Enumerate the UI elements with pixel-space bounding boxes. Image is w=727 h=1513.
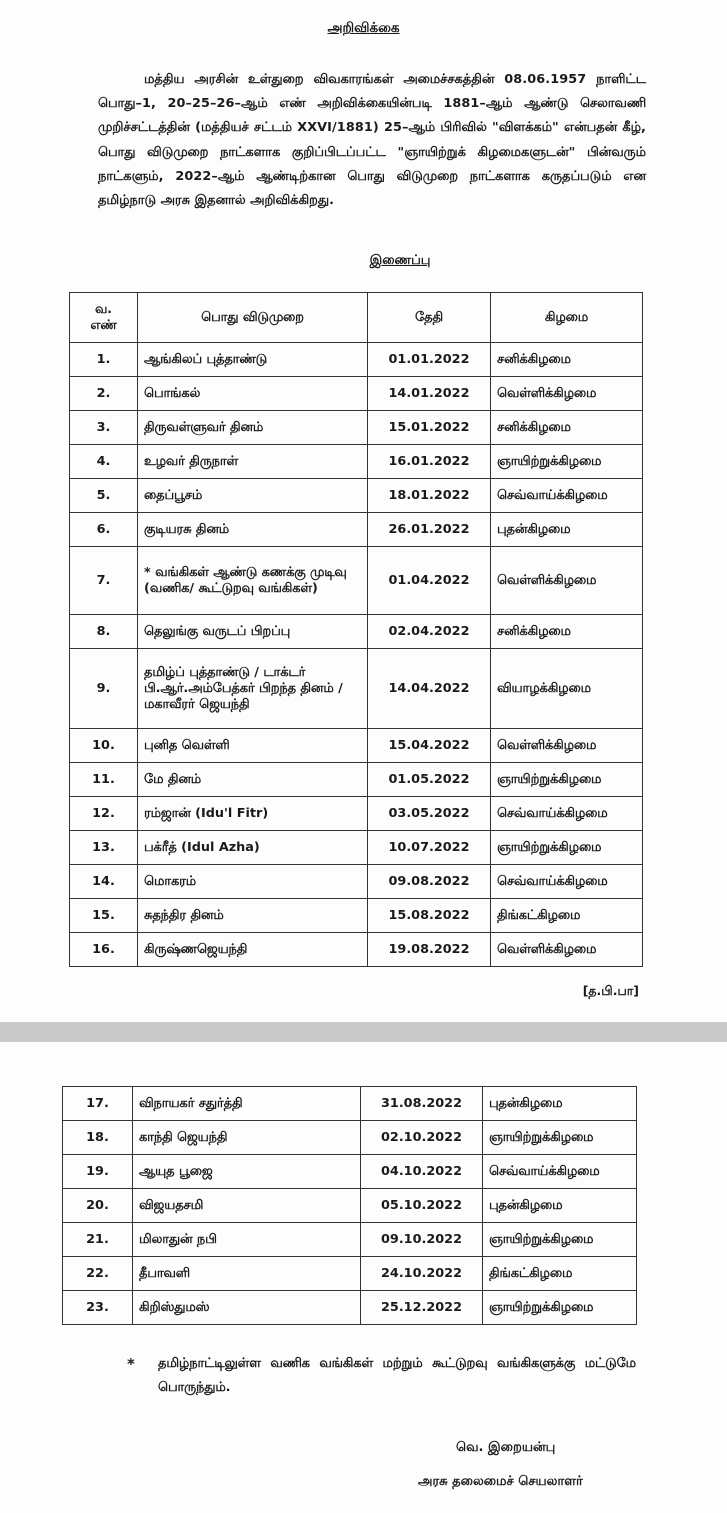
cell-date: 26.01.2022 (368, 513, 491, 547)
cell-holiday: புனித வெள்ளி (138, 729, 368, 763)
header-sno (70, 293, 138, 343)
table-row (70, 445, 643, 479)
cell-date: 09.08.2022 (368, 865, 491, 899)
cell-sno: 9. (70, 649, 138, 729)
cell-day: புதன்கிழமை (491, 513, 643, 547)
cell-day: வெள்ளிக்கிழமை (491, 547, 643, 615)
cell-day: ஞாயிற்றுக்கிழமை (483, 1291, 637, 1325)
cell-holiday: ஆயுத பூஜை (133, 1155, 361, 1189)
cell-holiday: மிலாதுன் நபி (133, 1223, 361, 1257)
table-row (63, 1087, 637, 1121)
page-gap (0, 1022, 727, 1042)
cell-date: 25.12.2022 (361, 1291, 483, 1325)
cell-sno: 17. (63, 1087, 133, 1121)
cell-date: 18.01.2022 (368, 479, 491, 513)
cell-date: 03.05.2022 (368, 797, 491, 831)
holiday-table-page-1 (69, 292, 643, 967)
cell-date: 24.10.2022 (361, 1257, 483, 1291)
cell-day: சனிக்கிழமை (491, 615, 643, 649)
cell-holiday: கிறிஸ்துமஸ் (133, 1291, 361, 1325)
cell-holiday: குடியரசு தினம் (138, 513, 368, 547)
table-row (70, 831, 643, 865)
cell-date: 15.01.2022 (368, 411, 491, 445)
cell-holiday: திருவள்ளுவர் தினம் (138, 411, 368, 445)
table-row (63, 1121, 637, 1155)
cell-day: செவ்வாய்க்கிழமை (491, 797, 643, 831)
cell-sno: 18. (63, 1121, 133, 1155)
cell-date: 02.10.2022 (361, 1121, 483, 1155)
cell-date: 16.01.2022 (368, 445, 491, 479)
cell-date: 01.01.2022 (368, 343, 491, 377)
cell-holiday: பக்ரீத் (Idul Azha) (138, 831, 368, 865)
table-row (70, 547, 643, 615)
cell-sno: 22. (63, 1257, 133, 1291)
table-row (70, 729, 643, 763)
notification-paragraph: மத்திய அரசின் உள்துறை விவகாரங்கள் அமைச்சகத்தின் 08.06.1957 நாளிட்ட பொது–1, 20–25–26–ஆம் எண் அறிவிக்கையின்படி 1881–ஆம் ஆண்டு செலாவணி முறிச்சட்டத்தின் (மத்தியச் சட்டம் XXVI/1881) 25–ஆம் பிரிவில் "விளக்கம்" என்பதன் கீழ், பொது விடுமுறை நாட்களாக குறிப்பிடப்பட்ட "ஞாயிற்றுக் கிழமைகளுடன்" பின்வரும் நாட்களும், 2022–ஆம் ஆண்டிற்கான பொது விடுமுறை நாட்களாக கருதப்படும் என தமிழ்நாடு அரசு இதனால் அறிவிக்கிறது. (98, 72, 646, 209)
table-row (70, 763, 643, 797)
cell-sno: 3. (70, 411, 138, 445)
cell-day: வெள்ளிக்கிழமை (491, 933, 643, 967)
header-date: தேதி (368, 293, 491, 343)
cell-sno: 15. (70, 899, 138, 933)
table-row (70, 411, 643, 445)
cell-sno: 14. (70, 865, 138, 899)
cell-sno: 12. (70, 797, 138, 831)
cell-date: 15.04.2022 (368, 729, 491, 763)
cell-day: புதன்கிழமை (483, 1189, 637, 1223)
cell-sno: 11. (70, 763, 138, 797)
cell-day: சனிக்கிழமை (491, 343, 643, 377)
cell-sno: 16. (70, 933, 138, 967)
cell-date: 01.04.2022 (368, 547, 491, 615)
table-row (70, 797, 643, 831)
cell-holiday: கிருஷ்ணஜெயந்தி (138, 933, 368, 967)
cell-date: 09.10.2022 (361, 1223, 483, 1257)
signatory-designation: அரசு தலைமைச் செயலாளர் (418, 1474, 583, 1489)
cell-holiday: தைப்பூசம் (138, 479, 368, 513)
cell-sno: 19. (63, 1155, 133, 1189)
cell-sno: 7. (70, 547, 138, 615)
table-header-row (70, 293, 643, 343)
cell-day: செவ்வாய்க்கிழமை (491, 865, 643, 899)
table-row (63, 1291, 637, 1325)
footnote-text: தமிழ்நாட்டிலுள்ள வணிக வங்கிகள் மற்றும் கூட்டுறவு வங்கிகளுக்கு மட்டுமே பொருந்தும். (158, 1356, 636, 1395)
table-row (63, 1189, 637, 1223)
header-day: கிழமை (491, 293, 643, 343)
cell-holiday: * வங்கிகள் ஆண்டு கணக்கு முடிவு (வணிக/ கூட்டுறவு வங்கிகள்) (138, 547, 368, 615)
cell-holiday: விநாயகர் சதுர்த்தி (133, 1087, 361, 1121)
cell-sno: 21. (63, 1223, 133, 1257)
cell-day: புதன்கிழமை (483, 1087, 637, 1121)
table-row (70, 479, 643, 513)
header-sno-line1: வ. (94, 301, 113, 317)
cell-day: ஞாயிற்றுக்கிழமை (491, 831, 643, 865)
notification-title: அறிவிக்கை (327, 20, 400, 36)
cell-day: செவ்வாய்க்கிழமை (491, 479, 643, 513)
cell-holiday: சுதந்திர தினம் (138, 899, 368, 933)
cell-date: 05.10.2022 (361, 1189, 483, 1223)
cell-holiday: மே தினம் (138, 763, 368, 797)
table-row (63, 1223, 637, 1257)
cell-day: ஞாயிற்றுக்கிழமை (483, 1121, 637, 1155)
cell-holiday: ரம்ஜான் (Idu'l Fitr) (138, 797, 368, 831)
cell-date: 15.08.2022 (368, 899, 491, 933)
cell-holiday: தமிழ்ப் புத்தாண்டு / டாக்டர் பி.ஆர்.அம்பேத்கர் பிறந்த தினம் / மகாவீரர் ஜெயந்தி (138, 649, 368, 729)
table-row (63, 1155, 637, 1189)
cell-sno: 5. (70, 479, 138, 513)
cell-holiday: பொங்கல் (138, 377, 368, 411)
cell-day: வியாழக்கிழமை (491, 649, 643, 729)
annex-heading: இணைப்பு (369, 253, 431, 268)
cell-sno: 4. (70, 445, 138, 479)
cell-date: 02.04.2022 (368, 615, 491, 649)
cell-day: வெள்ளிக்கிழமை (491, 729, 643, 763)
cell-sno: 13. (70, 831, 138, 865)
cell-sno: 8. (70, 615, 138, 649)
cell-day: ஞாயிற்றுக்கிழமை (491, 763, 643, 797)
cell-date: 14.04.2022 (368, 649, 491, 729)
table-row (70, 377, 643, 411)
cell-day: சனிக்கிழமை (491, 411, 643, 445)
table-row (70, 899, 643, 933)
header-sno-line2: எண் (90, 317, 117, 333)
header-holiday: பொது விடுமுறை (138, 293, 368, 343)
table-row (70, 343, 643, 377)
cell-holiday: உழவர் திருநாள் (138, 445, 368, 479)
table-row (70, 865, 643, 899)
pto-note: [த.பி.பா] (582, 983, 639, 998)
footnote-marker: * (127, 1355, 135, 1373)
table-row (70, 615, 643, 649)
cell-day: ஞாயிற்றுக்கிழமை (483, 1223, 637, 1257)
table-row (70, 513, 643, 547)
cell-sno: 20. (63, 1189, 133, 1223)
cell-date: 31.08.2022 (361, 1087, 483, 1121)
cell-day: வெள்ளிக்கிழமை (491, 377, 643, 411)
cell-day: செவ்வாய்க்கிழமை (483, 1155, 637, 1189)
table-row (70, 933, 643, 967)
cell-date: 14.01.2022 (368, 377, 491, 411)
cell-sno: 23. (63, 1291, 133, 1325)
cell-holiday: காந்தி ஜெயந்தி (133, 1121, 361, 1155)
cell-holiday: தீபாவளி (133, 1257, 361, 1291)
cell-date: 10.07.2022 (368, 831, 491, 865)
signatory-name: வெ. இறையன்பு (456, 1440, 556, 1455)
cell-date: 01.05.2022 (368, 763, 491, 797)
holiday-table-page-2 (62, 1086, 637, 1325)
cell-day: திங்கட்கிழமை (483, 1257, 637, 1291)
table-row (63, 1257, 637, 1291)
cell-day: திங்கட்கிழமை (491, 899, 643, 933)
cell-holiday: விஜயதசமி (133, 1189, 361, 1223)
cell-sno: 1. (70, 343, 138, 377)
cell-date: 19.08.2022 (368, 933, 491, 967)
table-row (70, 649, 643, 729)
cell-sno: 10. (70, 729, 138, 763)
cell-sno: 2. (70, 377, 138, 411)
cell-holiday: மொகரம் (138, 865, 368, 899)
cell-date: 04.10.2022 (361, 1155, 483, 1189)
cell-holiday: தெலுங்கு வருடப் பிறப்பு (138, 615, 368, 649)
cell-day: ஞாயிற்றுக்கிழமை (491, 445, 643, 479)
cell-holiday: ஆங்கிலப் புத்தாண்டு (138, 343, 368, 377)
cell-sno: 6. (70, 513, 138, 547)
